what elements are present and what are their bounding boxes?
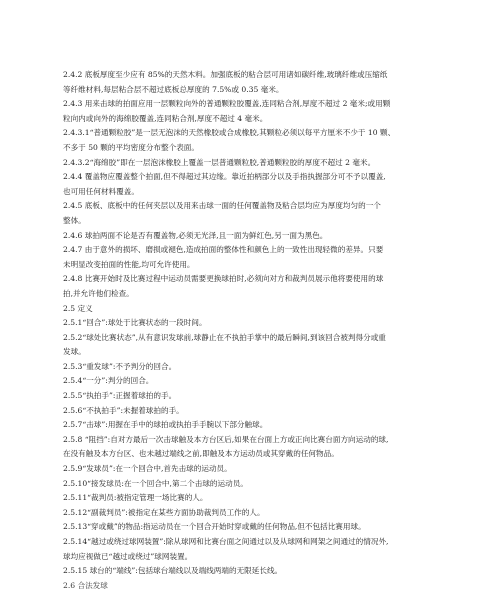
- text-line: 2.5.13“穿或戴”的物品:指运动员在一个回合开始时穿或戴的任何物品,但不包括比赛用球。: [63, 522, 366, 532]
- text-line: 粒向内或向外的海绵胶覆盖,连同粘合剂,厚度不超过 4 毫米。: [63, 113, 268, 123]
- text-line: 整体。: [63, 215, 86, 225]
- text-line: 2.5.4“一分”:判分的回合。: [63, 376, 154, 386]
- section-heading: 2.5 定义: [63, 303, 93, 313]
- document-page: [63, 68, 455, 590]
- section-heading: 2.6 合法发球: [63, 580, 108, 590]
- text-line: 2.5.3“重发球”:不予判分的回合。: [63, 361, 177, 371]
- text-line: 2.4.7 由于意外的损坏、磨损或褪色,造成拍面的整体性和颜色上的一致性出现轻微的差异。只要: [63, 245, 384, 255]
- text-line: 未明显改变拍面的性能,均可允许使用。: [63, 259, 195, 269]
- text-line: 2.5.7“击球”:用握在手中的球拍或执拍手手腕以下部分触球。: [63, 420, 268, 430]
- text-line: 2.5.11“裁判员:被指定管理一场比赛的人。: [63, 493, 208, 503]
- text-line: 2.5.10“接发球员:在一个回合中,第二个击球的运动员。: [63, 478, 248, 488]
- text-line: 2.4.4 覆盖物应覆盖整个拍面,但不得超过其边缘。靠近拍柄部分以及手指执握部分可不予以覆盖,: [63, 172, 386, 182]
- text-line: 等纤维材料,每层粘合层不超过底板总厚度的 7.5%或 0.35 毫米。: [63, 84, 284, 94]
- text-line: 在没有触及本方台区、也未越过端线之前,即触及本方运动员或其穿戴的任何物品。: [63, 449, 339, 459]
- text-line: 2.5.2“球处比赛状态”,从有意识发球前,球静止在不执拍手掌中的最后瞬间,到该回合被判得分或重: [63, 332, 386, 342]
- text-line: 2.4.8 比赛开始时及比赛过程中运动员需要更换球拍时,必须向对方和裁判员展示他将要使用的球: [63, 274, 384, 284]
- text-line: 2.5.9“发球员”:在一个回合中,首先击球的运动员。: [63, 464, 232, 474]
- text-line: 2.5.15 球台的“端线”:包括球台端线以及端线两端的无限延长线。: [63, 566, 283, 576]
- text-line: 2.4.3 用来击球的拍面应用一层颗粒向外的普通颗粒胶覆盖,连同粘合剂,厚度不超过 2 毫米;或用颗: [63, 99, 391, 109]
- text-line: 2.5.14“越过或绕过球网装置”:除从球网和比赛台面之间通过以及从球网和网架之间通过的情况外,: [63, 537, 389, 546]
- text-line: 2.5.6“不执拍手”:未握着球拍的手。: [63, 405, 184, 415]
- text-line: 球均应视做已“越过或绕过”球网装置。: [63, 551, 193, 561]
- text-line: 不多于 50 颗的平均密度分布整个表面。: [63, 142, 199, 152]
- text-line: 2.4.3.1“普通颗粒胶”是一层无泡沫的天然橡胶或合成橡胶,其颗粒必须以每平方厘米不少于 10 颗、: [63, 128, 396, 138]
- text-line: 2.5.5“执拍手”:正握着球拍的手。: [63, 391, 177, 401]
- text-line: 发球。: [63, 347, 86, 357]
- text-line: 2.5.1“回合”:球处于比赛状态的一段时间。: [63, 318, 207, 328]
- text-line: 也可用任何材料覆盖。: [63, 186, 139, 196]
- text-line: 2.4.5 底板、底板中的任何夹层以及用来击球一面的任何覆盖物及粘合层均应为厚度均匀的一个: [63, 201, 381, 211]
- text-line: 2.4.2 底板厚度至少应有 85%的天然木料。加强底板的粘合层可用诸如碳纤维,玻璃纤维或压缩纸: [63, 70, 388, 79]
- text-line: 2.5.8 “阻挡”:自对方最后一次击球触及本方台区后,如果在台面上方或正向比赛台面方向运动的球,: [63, 434, 389, 444]
- text-line: 拍,并允许他们检查。: [63, 288, 134, 298]
- text-line: 2.5.12“副裁判员”:被指定在某些方面协助裁判员工作的人。: [63, 507, 265, 517]
- text-line: 2.4.3.2“海绵胶”即在一层泡沫橡胶上覆盖一层普通颗粒胶,普通颗粒胶的厚度不超过 2 毫米。: [63, 157, 376, 167]
- text-line: 2.4.6 球拍两面不论是否有覆盖物,必须无光泽,且一面为鲜红色,另一面为黑色。: [63, 230, 328, 240]
